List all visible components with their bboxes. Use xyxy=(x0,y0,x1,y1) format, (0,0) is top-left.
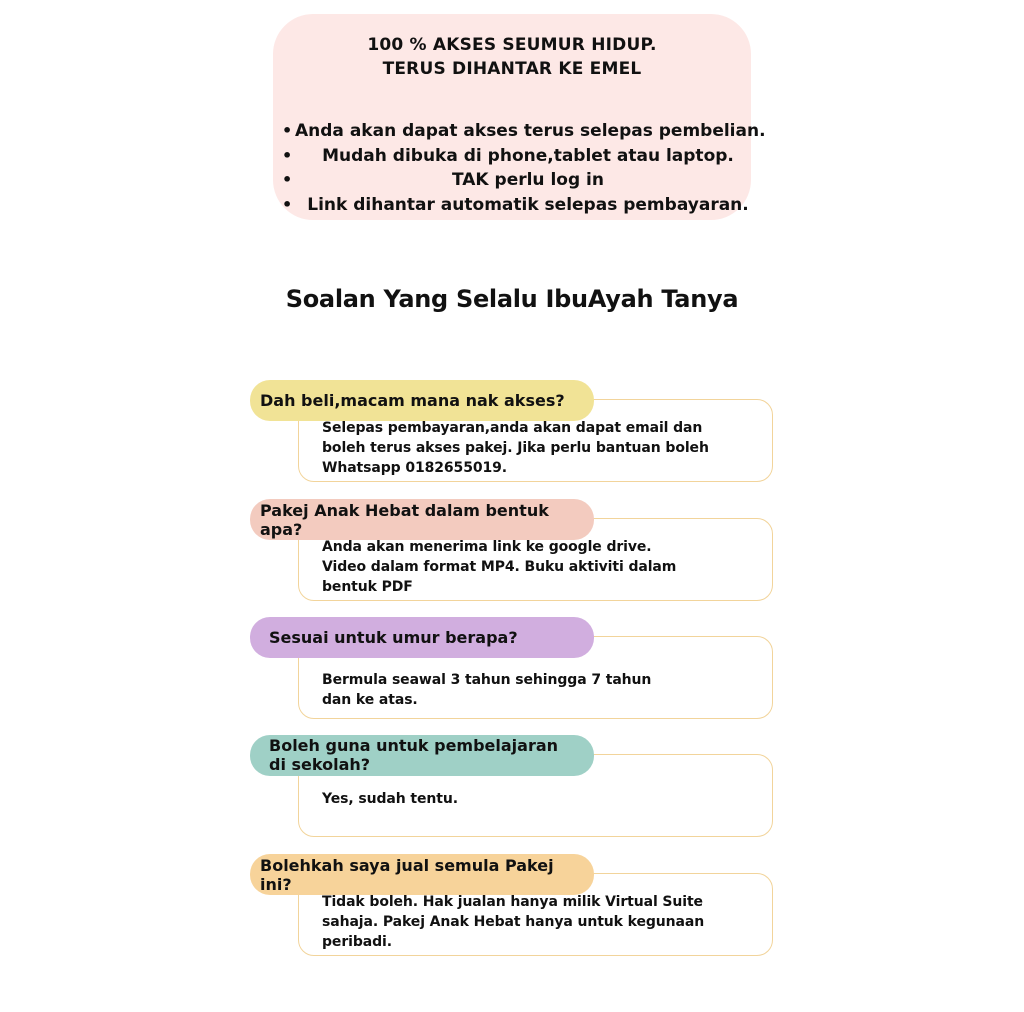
faq-answer xyxy=(322,418,742,478)
faq-answer-line: peribadi. xyxy=(322,934,392,950)
faq-question-line: Boleh guna untuk pembelajaran xyxy=(269,736,559,755)
access-benefit-item xyxy=(273,144,751,169)
faq-question-text-block xyxy=(269,736,558,774)
bullet-icon: • xyxy=(282,170,293,189)
faq-question-pill xyxy=(250,380,594,421)
faq-question-pill xyxy=(250,735,594,776)
faq-answer-line: Anda akan menerima link ke google drive. xyxy=(322,539,652,555)
faq-question-pill xyxy=(250,617,594,658)
faq-item xyxy=(0,380,1024,492)
faq-item xyxy=(0,617,1024,729)
faq-answer-line: Tidak boleh. Hak jualan hanya milik Virtual Suite xyxy=(322,894,703,910)
faq-answer-line: boleh terus akses pakej. Jika perlu bantuan boleh xyxy=(322,440,709,456)
access-benefit-text: Link dihantar automatik selepas pembayaran. xyxy=(307,194,749,215)
access-heading-line: 100 % AKSES SEUMUR HIDUP. xyxy=(367,35,657,55)
faq-question-text: Dah beli,macam mana nak akses? xyxy=(260,391,565,410)
faq-title: Soalan Yang Selalu IbuAyah Tanya xyxy=(285,285,739,313)
faq-question-line: di sekolah? xyxy=(269,755,371,774)
faq-answer-line: dan ke atas. xyxy=(322,692,418,708)
faq-answer xyxy=(322,892,742,952)
faq-answer-line: Bermula seawal 3 tahun sehingga 7 tahun xyxy=(322,672,652,688)
faq-answer-line: Whatsapp 0182655019. xyxy=(322,460,507,476)
faq-question-text: Sesuai untuk umur berapa? xyxy=(269,628,518,647)
faq-item xyxy=(0,735,1024,847)
faq-answer xyxy=(322,670,742,710)
faq-item xyxy=(0,854,1024,966)
faq-question-pill xyxy=(250,854,594,895)
faq-question-text: Pakej Anak Hebat dalam bentuk apa? xyxy=(260,500,549,539)
access-benefit-item xyxy=(273,119,766,144)
access-benefit-item xyxy=(273,193,751,218)
bullet-icon: • xyxy=(282,145,293,165)
access-benefit-text: Mudah dibuka di phone,tablet atau laptop. xyxy=(322,145,734,166)
faq-answer-line: Yes, sudah tentu. xyxy=(322,791,458,807)
faq-question-text: Bolehkah saya jual semula Pakej ini? xyxy=(260,855,554,894)
faq-item xyxy=(0,499,1024,611)
access-benefit-list xyxy=(273,119,766,217)
faq-answer-line: sahaja. Pakej Anak Hebat hanya untuk kegunaan xyxy=(322,914,705,930)
faq-answer-line: Video dalam format MP4. Buku aktiviti dalam xyxy=(322,559,677,575)
bullet-icon: • xyxy=(282,194,293,214)
faq-question-pill xyxy=(250,499,594,540)
faq-answer xyxy=(322,789,742,809)
access-benefit-text: TAK perlu log in xyxy=(452,170,604,190)
access-heading-line: TERUS DIHANTAR KE EMEL xyxy=(382,59,642,79)
faq-answer-line: Selepas pembayaran,anda akan dapat email dan xyxy=(322,420,703,436)
access-heading xyxy=(273,33,751,81)
faq-answer xyxy=(322,537,742,597)
faq-answer-line: bentuk PDF xyxy=(322,579,413,595)
access-info-box xyxy=(273,14,766,220)
access-benefit-item xyxy=(273,168,751,193)
access-benefit-text: Anda akan dapat akses terus selepas pembelian. xyxy=(295,121,766,141)
bullet-icon: • xyxy=(282,121,293,140)
